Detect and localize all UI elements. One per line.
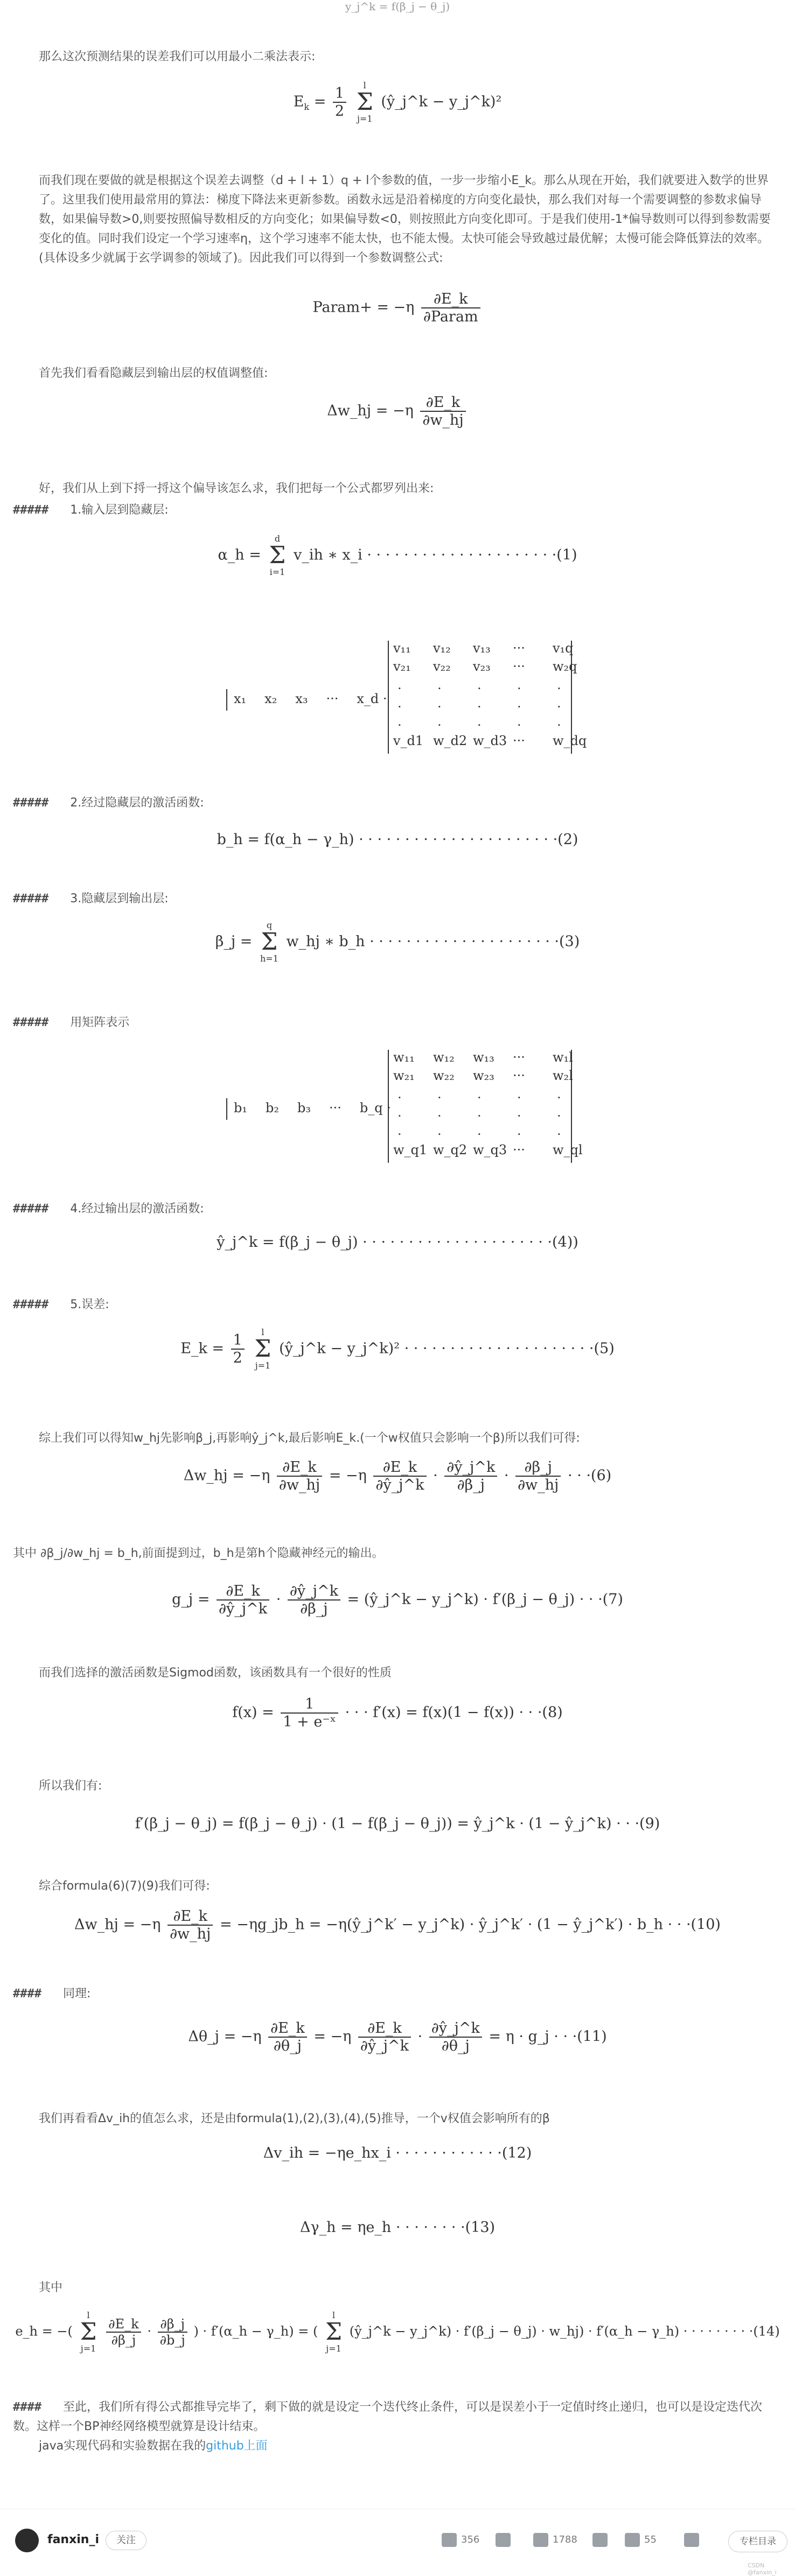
matrix-row: . . . . . (397, 1105, 561, 1120)
favorite-button[interactable] (533, 2533, 577, 2547)
matrix-row: . . . . . (397, 714, 561, 729)
reward-icon (592, 2533, 608, 2547)
matrix-row: w_q1 w_q2 w_q3 ··· w_ql (393, 1142, 583, 1157)
top-formula-fragment: y_j^k = f(β_j − θ_j) (345, 0, 450, 13)
matrix-w (226, 1050, 583, 1168)
share-button[interactable] (684, 2533, 703, 2547)
equation-param-update: Param+ = −η $\frac{\partial E\_k}{\text{∂Param}}$ (0, 291, 795, 325)
matrix-row: . . . . . (397, 696, 561, 711)
matrix-v (226, 641, 587, 759)
follow-button[interactable]: 关注 (106, 2531, 147, 2550)
matrix-row: w₂₁ w₂₂ w₂₃ ··· w₂l (393, 1068, 573, 1083)
matrix-row: v_d1 w_d2 w_d3 ··· w_dq (393, 733, 587, 748)
paragraph-list-formulas: 好，我们从上到下捋一捋这个偏导该怎么求，我们把每一个公式都罗列出来: (39, 482, 434, 495)
heading-error: ##### 5.误差: (13, 1298, 109, 1311)
equation-14: e_h = −( l Σ j=1 $\frac{\partial E\_k}{\partial\beta\_j}$ · $\frac{\partial\beta\_j}{\partial b\_j}$ ) · f′(α_h − γ_h) = ( l Σ j=1 (ŷ_j^k − y_j^k) · f′(β_j − θ_j) · w_hj) · f′(α_h − γ_h) · · · · · · · · ·(14) (15, 2310, 780, 2354)
watermark: CSDN @fanxin_i (748, 2562, 777, 2576)
matrix-row: v₂₁ v₂₂ v₂₃ ··· w₂q (393, 659, 577, 674)
matrix-bracket (226, 1098, 227, 1120)
equation-10: Δw_hj = −η $\frac{\partial E\_k}{\partial w\_hj}$ = −ηg_jb_h = −η(ŷ_j^k′ − y_j^k) · ŷ_j^k′ · (1 − ŷ_j^k′) · b_h · · ·(10) (74, 1908, 721, 1942)
equation-4: ŷ_j^k = f(β_j − θ_j) · · · · · · · · · · · · · · · · · · · · ·(4)) (217, 1234, 578, 1251)
avatar[interactable] (15, 2529, 39, 2552)
equation-delta-w: Δw_hj = −η $\frac{\partial E\_k}{\partial w\_hj}$ (0, 394, 795, 429)
paragraph-bh-note: 其中 ∂β_j/∂w_hj = b_h,前面提到过，b_h是第h个隐藏神经元的输出。 (13, 1547, 384, 1560)
paragraph-combine: 综合formula(6)(7)(9)我们可得: (39, 1879, 210, 1893)
equation-3: β_j = q Σ h=1 w_hj ∗ b_h · · · · · · · · · · · · · · · · · · · · ·(3) (215, 920, 580, 964)
heading-input-to-hidden: ##### 1.输入层到隐藏层: (13, 503, 169, 517)
matrix-bracket (226, 689, 227, 711)
heading-matrix-form: ##### 用矩阵表示 (13, 1016, 130, 1029)
paragraph-chain-rule: 综上我们可以得知w_hj先影响β_j,再影响ŷ_j^k,最后影响E_k.(一个w权值只会影响一个β)所以我们可得: (39, 1431, 580, 1445)
matrix-row: w₁₁ w₁₂ w₁₃ ··· w₁l (393, 1050, 573, 1065)
paragraph-conclusion: #### 至此，我们所有得公式都推导完毕了，剩下做的就是设定一个迭代终止条件，可以是误差小于一定值时终止递归，也可以是设定迭代次数。这样一个BP神经网络模型就算是设计结束。 (13, 2400, 762, 2433)
equation-2: b_h = f(α_h − γ_h) · · · · · · · · · · · · · · · · · · · · · ·(2) (217, 831, 578, 848)
equation-5: E_k = $\frac{1}{2}$ l Σ j=1 (ŷ_j^k − y_j^k)² · · · · · · · · · · · · · · · · · · · · ·(5) (180, 1327, 615, 1371)
row-vector-x: x₁ x₂ x₃ ··· x_d · (234, 691, 387, 706)
paragraph-where: 其中 (39, 2281, 63, 2294)
like-count: 356 (461, 2534, 480, 2545)
paragraph-gradient-descent: 而我们现在要做的就是根据这个误差去调整（d + l + 1）q + l个参数的值，一步一步缩小E_k。那么从现在开始，我们就要进入数学的世界了。这里我们使用最常用的算法：梯度下降法来更新参数。函数永远是沿着梯度的方向变化最快，那么我们对每一个需要调整的参数求偏导数，如果偏导数>0,则要按照偏导数相反的方向变化；如果偏导数<0，则按照此方向变化即可。于是我们使用-1*偏导数则可以得到参数需要变化的值。同时我们设定一个学习速率η，这个学习速率不能太快，也不能太慢。太快可能会导致越过最优解；太慢可能会降低算法的效率。(具体设多少就属于玄学调参的领域了)。因此我们可以得到一个参数调整公式: (39, 174, 771, 265)
matrix-row: v₁₁ v₁₂ v₁₃ ··· v₁q (393, 641, 574, 656)
matrix-row: . . . . . (397, 1123, 561, 1138)
heading-hidden-to-output-layer: ##### 3.隐藏层到输出层: (13, 892, 169, 906)
thumbs-up-icon (442, 2533, 457, 2547)
paragraph-hidden-to-output: 首先我们看看隐藏层到输出层的权值调整值: (39, 367, 268, 380)
github-link[interactable]: github上面 (206, 2439, 268, 2453)
row-vector-b: b₁ b₂ b₃ ··· b_q · (234, 1100, 391, 1115)
matrix-bracket (388, 641, 389, 754)
share-icon (684, 2533, 699, 2547)
paragraph-delta-v: 我们再看看Δv_ih的值怎么求，还是由formula(1),(2),(3),(4),(5)推导，一个v权值会影响所有的β (39, 2112, 550, 2125)
heading-similarly: #### 同理: (13, 1987, 91, 2001)
reward-button[interactable] (592, 2533, 612, 2547)
equation-11: Δθ_j = −η $\frac{\partial E\_k}{\partial\theta\_j}$ = −η $\frac{\partial E\_k}{\partial ŷ\_j\^{}k}$ · $\frac{\partial ŷ\_j\^{}k}{\partial\theta\_j}$ = η · g_j · · ·(11) (188, 2020, 607, 2054)
equation-6: Δw_hj = −η $\frac{\partial E\_k}{\partial w\_hj}$ = −η $\frac{\partial E\_k}{\partial ŷ\_j\^{}k}$ · $\frac{\partial ŷ\_j\^{}k}{\partial\beta\_j}$ · $\frac{\partial\beta\_j}{\partial w\_hj}$ · · ·(6) (183, 1459, 612, 1493)
equation-1: α_h = d Σ i=1 v_ih ∗ x_i · · · · · · · · · · · · · · · · · · · · ·(1) (218, 534, 577, 577)
heading-hidden-activation: ##### 2.经过隐藏层的激活函数: (13, 796, 204, 810)
paragraph-sigmoid: 而我们选择的激活函数是Sigmod函数，该函数具有一个很好的性质 (39, 1666, 392, 1680)
bottom-toolbar (0, 2509, 795, 2576)
toc-button[interactable]: 专栏目录 (728, 2531, 787, 2552)
dislike-button[interactable] (496, 2533, 515, 2547)
equation-8: f(x) = $\frac{1}{\text{1 + e⁻ˣ}}$ · · · f′(x) = f(x)(1 − f(x)) · · ·(8) (232, 1696, 563, 1730)
equation-error: $E_k$ = $\frac{1}{2}$ l Σ j=1 (ŷ_j^k − y_j^k)² (293, 80, 502, 124)
paragraph-github: java实现代码和实验数据在我的github上面 (39, 2439, 268, 2453)
equation-7: g_j = $\frac{\partial E\_k}{\partial ŷ\_j\^{}k}$ · $\frac{\partial ŷ\_j\^{}k}{\partial\beta\_j}$ = (ŷ_j^k − y_j^k) · f′(β_j − θ_j) · · ·(7) (172, 1583, 623, 1617)
star-icon (533, 2533, 548, 2547)
heading-output-activation: ##### 4.经过输出层的激活函数: (13, 1202, 204, 1216)
paragraph-least-squares: 那么这次预测结果的误差我们可以用最小二乘法表示: (39, 50, 316, 64)
like-button[interactable] (442, 2533, 479, 2547)
favorite-count: 1788 (553, 2534, 577, 2545)
author-name[interactable]: fanxin_i (47, 2533, 100, 2546)
paragraph-so-we-have: 所以我们有: (39, 1779, 102, 1793)
thumbs-down-icon (496, 2533, 511, 2547)
matrix-row: . . . . . (397, 677, 561, 692)
comment-button[interactable] (625, 2533, 657, 2547)
comment-count: 55 (644, 2534, 657, 2545)
equation-12: Δv_ih = −ηe_hx_i · · · · · · · · · · · ·(12) (263, 2145, 532, 2161)
equation-13: Δγ_h = ηe_h · · · · · · · ·(13) (299, 2219, 496, 2236)
equation-9: f′(β_j − θ_j) = f(β_j − θ_j) · (1 − f(β_j − θ_j)) = ŷ_j^k · (1 − ŷ_j^k) · · ·(9) (135, 1815, 660, 1832)
comment-icon (625, 2533, 640, 2547)
matrix-row: . . . . . (397, 1086, 561, 1101)
matrix-bracket (388, 1050, 389, 1163)
